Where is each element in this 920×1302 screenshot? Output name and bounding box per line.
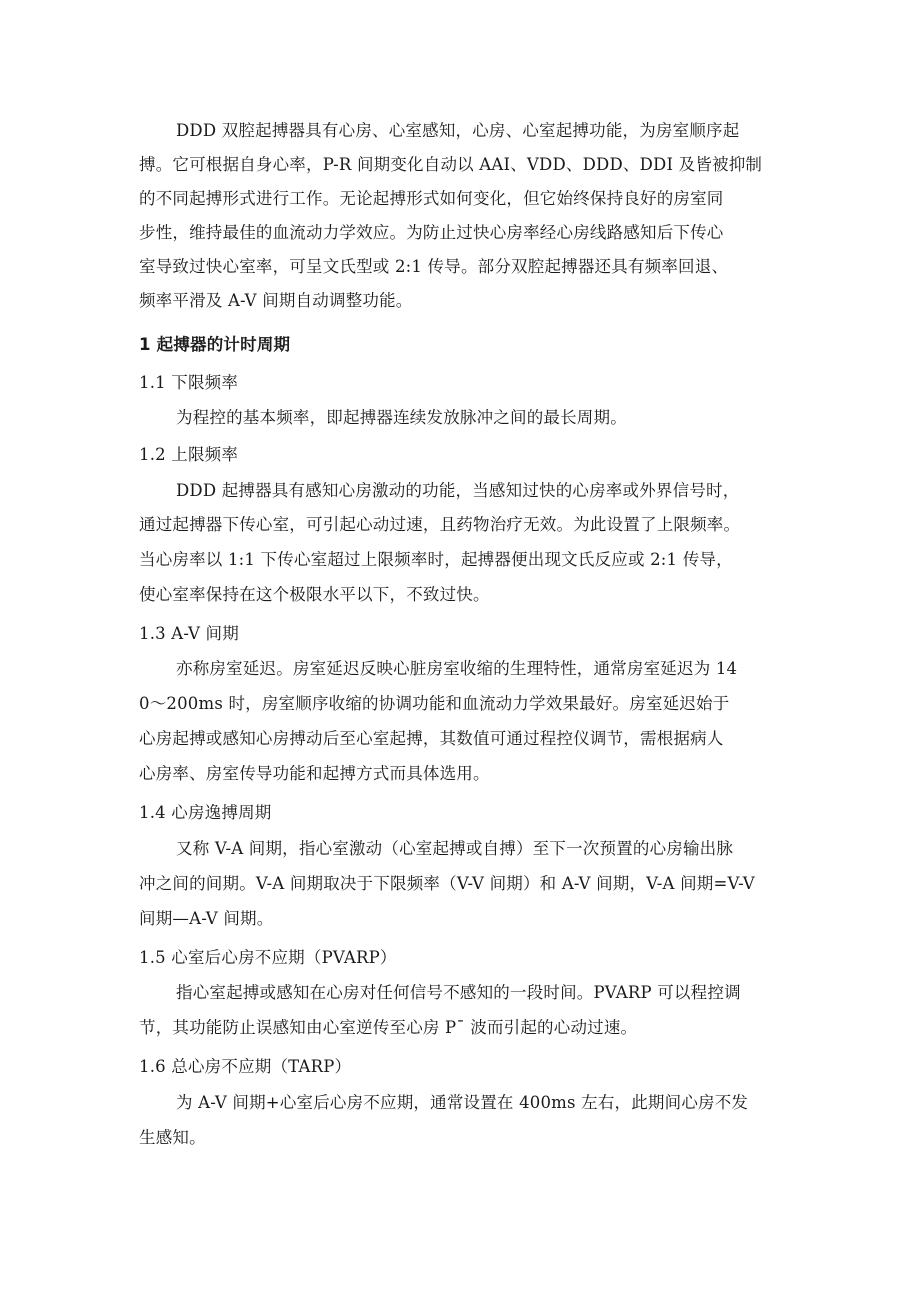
subsection-heading: 1.6 总心房不应期（TARP）	[139, 1057, 352, 1076]
paragraph-line: 的不同起搏形式进行工作。无论起搏形式如何变化，但它始终保持良好的房室同	[139, 189, 724, 208]
paragraph-line: 冲之间的间期。V-A 间期取决于下限频率（V-V 间期）和 A-V 间期，V-A 间期=V-V	[139, 874, 755, 893]
paragraph-line: 频率平滑及 A-V 间期自动调整功能。	[139, 291, 413, 310]
paragraph-line: 步性，维持最佳的血流动力学效应。为防止过快心房率经心房线路感知后下传心	[139, 223, 724, 242]
paragraph-line: 使心室率保持在这个极限水平以下，不致过快。	[139, 585, 490, 604]
paragraph-line: 间期—A-V 间期。	[139, 909, 274, 928]
paragraph-line: 节，其功能防止误感知由心室逆传至心房 P¯ 波而引起的心动过速。	[139, 1018, 638, 1037]
subsection-heading: 1.4 心房逸搏周期	[139, 803, 272, 822]
paragraph-line: 为 A-V 间期+心室后心房不应期，通常设置在 400ms 左右，此期间心房不发	[176, 1093, 749, 1112]
paragraph-line: 0～200ms 时，房室顺序收缩的协调功能和血流动力学效果最好。房室延迟始于	[139, 694, 730, 713]
paragraph-line: 当心房率以 1:1 下传心室超过上限频率时，起搏器便出现文氏反应或 2:1 传导，	[139, 550, 733, 569]
subsection-heading: 1.5 心室后心房不应期（PVARP）	[139, 948, 397, 967]
paragraph-line: 生感知。	[139, 1128, 206, 1147]
paragraph-line: 亦称房室延迟。房室延迟反映心脏房室收缩的生理特性，通常房室延迟为 14	[176, 659, 738, 678]
paragraph-line: 又称 V-A 间期，指心室激动（心室起搏或自搏）至下一次预置的心房输出脉	[176, 839, 734, 858]
section-heading: 1 起搏器的计时周期	[139, 335, 291, 354]
subsection-heading: 1.1 下限频率	[139, 373, 239, 392]
subsection-heading: 1.2 上限频率	[139, 445, 239, 464]
paragraph-line: 室导致过快心室率，可呈文氏型或 2:1 传导。部分双腔起搏器还具有频率回退、	[139, 257, 729, 276]
paragraph-line: 心房起搏或感知心房搏动后至心室起搏，其数值可通过程控仪调节，需根据病人	[139, 729, 724, 748]
paragraph-line: 心房率、房室传导功能和起搏方式而具体选用。	[139, 764, 490, 783]
subsection-heading: 1.3 A-V 间期	[139, 624, 239, 643]
paragraph-line: 搏。它可根据自身心率，P-R 间期变化自动以 AAI、VDD、DDD、DDI 及皆被抑制	[139, 155, 763, 174]
paragraph-line: 通过起搏器下传心室，可引起心动过速，且药物治疗无效。为此设置了上限频率。	[139, 515, 741, 534]
paragraph-line: 为程控的基本频率，即起搏器连续发放脉冲之间的最长周期。	[176, 408, 627, 427]
paragraph-line: DDD 双腔起搏器具有心房、心室感知，心房、心室起搏功能，为房室顺序起	[176, 121, 740, 140]
paragraph-line: 指心室起搏或感知在心房对任何信号不感知的一段时间。PVARP 可以程控调	[176, 983, 741, 1002]
paragraph-line: DDD 起搏器具有感知心房激动的功能，当感知过快的心房率或外界信号时，	[176, 481, 740, 500]
